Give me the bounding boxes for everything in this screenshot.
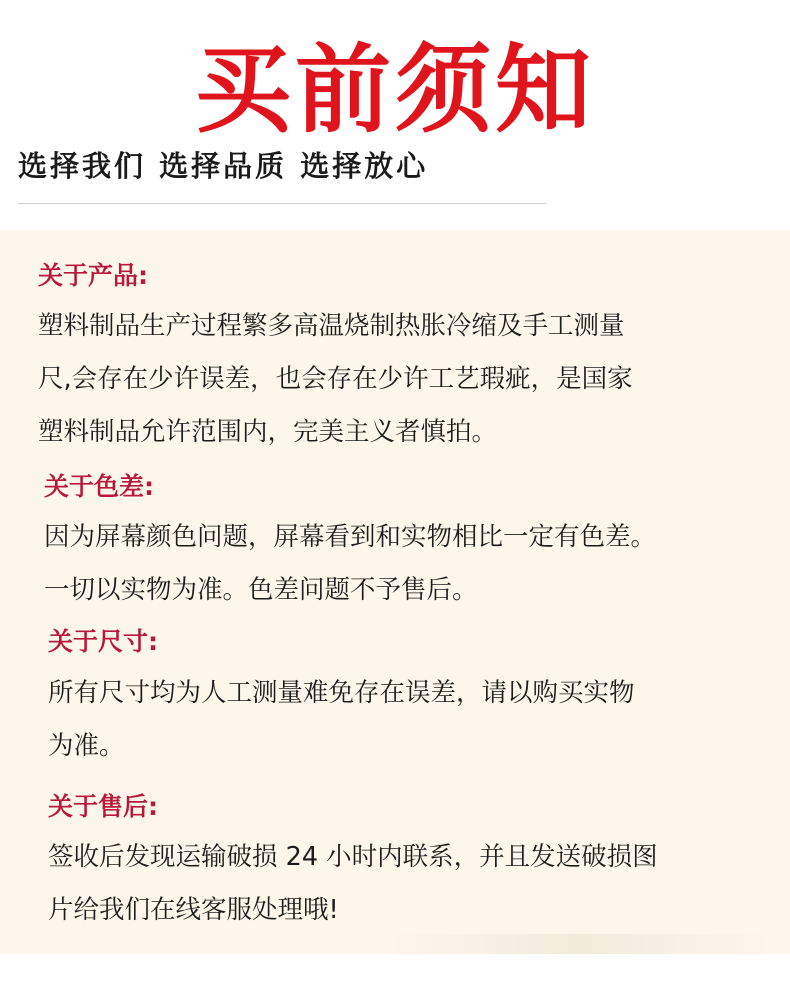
- page-subtitle: 选择我们 选择品质 选择放心: [18, 149, 429, 183]
- section-heading-after-sales: 关于售后:: [48, 792, 158, 821]
- faint-watermark: [390, 934, 770, 954]
- section-body-product: [38, 300, 768, 459]
- section-line: 塑料制品生产过程繁多高温烧制热胀冷缩及手工测量: [38, 311, 625, 341]
- section-line: 尺,会存在少许误差，也会存在少许工艺瑕疵，是国家: [38, 364, 633, 394]
- section-body-after-sales: [48, 831, 778, 937]
- section-line: 所有尺寸均为人工测量难免存在误差，请以购买实物: [48, 678, 635, 708]
- section-line: 签收后发现运输破损 24 小时内联系，并且发送破损图: [48, 842, 658, 872]
- section-heading-product: 关于产品:: [38, 261, 148, 290]
- section-line: 片给我们在线客服处理哦!: [48, 895, 339, 925]
- page-title: 买前须知: [195, 33, 595, 146]
- section-line: 一切以实物为准。色差问题不予售后。: [44, 575, 478, 605]
- section-line: 为准。: [48, 731, 125, 761]
- section-body-size: [48, 667, 778, 773]
- section-heading-color: 关于色差:: [44, 472, 154, 501]
- section-line: 塑料制品允许范围内，完美主义者慎拍。: [38, 417, 498, 447]
- section-body-color: [44, 511, 774, 617]
- section-heading-size: 关于尺寸:: [48, 627, 158, 656]
- header: [0, 0, 790, 230]
- section-line: 因为屏幕颜色问题，屏幕看到和实物相比一定有色差。: [44, 522, 657, 552]
- header-divider: [18, 203, 546, 204]
